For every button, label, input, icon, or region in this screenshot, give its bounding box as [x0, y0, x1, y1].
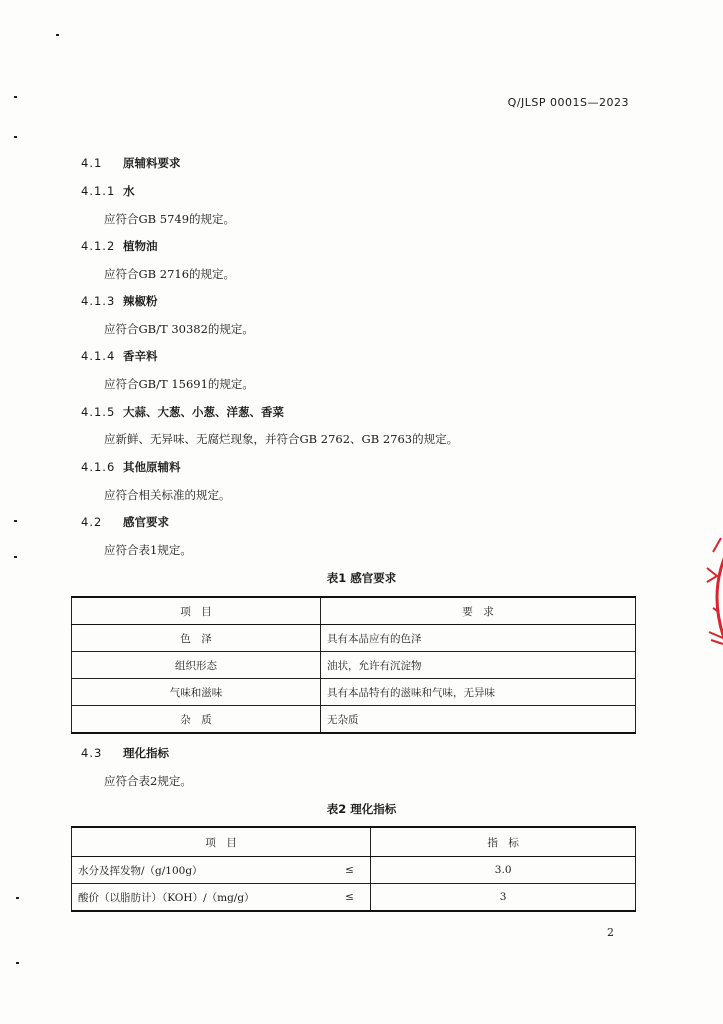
table-header-cell: 指 标	[371, 827, 636, 857]
red-seal-stamp	[693, 520, 723, 670]
table-cell: 具有本品特有的滋味和气味，无异味	[321, 679, 636, 706]
table1-sensory-requirements	[71, 596, 636, 734]
table-row	[72, 857, 636, 884]
section-text: 应符合GB/T 15691的规定。	[104, 377, 254, 391]
table-cell: 3	[371, 884, 636, 912]
le-symbol: ≤	[329, 857, 371, 884]
section-heading	[81, 155, 723, 171]
table-cell: 杂 质	[72, 706, 321, 734]
section-number: 4.2	[81, 515, 103, 529]
section-title: 理化指标	[123, 746, 169, 760]
table-row	[72, 625, 636, 652]
table-row	[72, 884, 636, 912]
section-number: 4.1.5	[81, 405, 116, 419]
section-title: 辣椒粉	[123, 294, 158, 308]
section-number: 4.1.6	[81, 460, 116, 474]
section-heading	[81, 293, 723, 309]
section-heading	[81, 745, 723, 761]
section-title: 香辛料	[123, 349, 158, 363]
section-title: 水	[123, 184, 135, 198]
section-text: 应符合表2规定。	[104, 774, 192, 788]
table-cell: 具有本品应有的色泽	[321, 625, 636, 652]
section-text: 应符合表1规定。	[104, 543, 192, 557]
section-title: 植物油	[123, 239, 158, 253]
section-number: 4.3	[81, 746, 103, 760]
section-title: 原辅料要求	[123, 156, 181, 170]
section-number: 4.1.2	[81, 239, 116, 253]
section-heading	[81, 514, 723, 530]
section-heading	[81, 238, 723, 254]
section-text: 应新鲜、无异味、无腐烂现象，并符合GB 2762、GB 2763的规定。	[104, 432, 459, 446]
section-text: 应符合GB 5749的规定。	[104, 212, 236, 226]
table-header-cell: 项 目	[72, 827, 371, 857]
section-number: 4.1.4	[81, 349, 116, 363]
table-header-cell: 项 目	[72, 597, 321, 625]
table-cell: 水分及挥发物/（g/100g）	[72, 857, 329, 884]
section-heading	[81, 348, 723, 364]
table-header-row	[72, 827, 636, 857]
table-row	[72, 706, 636, 734]
table2-caption: 表2 理化指标	[326, 802, 397, 816]
document-code: Q/JLSP 0001S—2023	[507, 96, 629, 109]
table-cell: 气味和滋味	[72, 679, 321, 706]
table-cell: 组织形态	[72, 652, 321, 679]
table-cell: 无杂质	[321, 706, 636, 734]
section-heading	[81, 459, 723, 475]
table2-physicochemical-indicators	[71, 826, 636, 912]
section-heading	[81, 404, 723, 420]
table-cell: 3.0	[371, 857, 636, 884]
table1-caption: 表1 感官要求	[326, 571, 397, 585]
table-cell: 酸价（以脂肪计）（KOH）/（mg/g）	[72, 884, 329, 912]
section-number: 4.1	[81, 156, 103, 170]
page-number: 2	[607, 926, 614, 939]
table-header-row	[72, 597, 636, 625]
table-cell: 色 泽	[72, 625, 321, 652]
section-title: 大蒜、大葱、小葱、洋葱、香菜	[123, 405, 284, 419]
section-text: 应符合相关标准的规定。	[104, 488, 231, 502]
table-header-cell: 要 求	[321, 597, 636, 625]
table-row	[72, 679, 636, 706]
section-number: 4.1.3	[81, 294, 116, 308]
table-row	[72, 652, 636, 679]
section-title: 感官要求	[123, 515, 169, 529]
le-symbol: ≤	[329, 884, 371, 912]
section-text: 应符合GB/T 30382的规定。	[104, 322, 254, 336]
section-number: 4.1.1	[81, 184, 116, 198]
section-text: 应符合GB 2716的规定。	[104, 267, 236, 281]
table-cell: 油状，允许有沉淀物	[321, 652, 636, 679]
section-title: 其他原辅料	[123, 460, 181, 474]
section-heading	[81, 183, 723, 199]
